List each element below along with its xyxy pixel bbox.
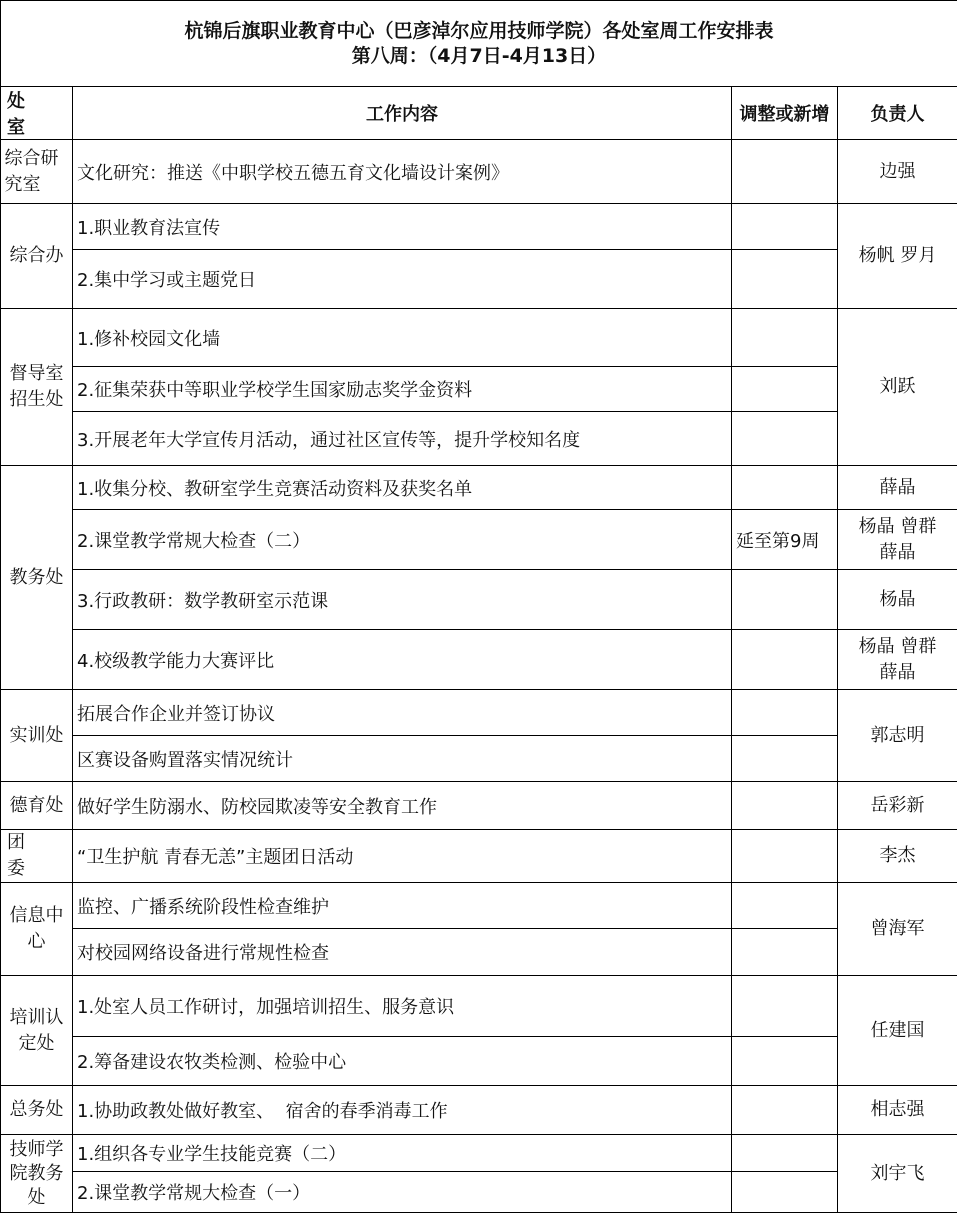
adjust-cell: 延至第9周 bbox=[732, 510, 838, 570]
table-row bbox=[1, 250, 957, 309]
column-header-adjust: 调整或新增 bbox=[732, 87, 838, 140]
column-header-content: 工作内容 bbox=[73, 87, 732, 140]
owner-cell: 郭志明 bbox=[838, 690, 957, 782]
header-row bbox=[1, 87, 957, 140]
dept-label: 督导室招生处 bbox=[5, 361, 69, 413]
table-row bbox=[1, 367, 957, 412]
content-cell: 1.组织各专业学生技能竞赛（二） bbox=[73, 1135, 732, 1172]
adjust-cell bbox=[732, 883, 838, 929]
table-row bbox=[1, 140, 957, 204]
dept-cell bbox=[1, 309, 73, 466]
content-cell: 3.行政教研：数学教研室示范课 bbox=[73, 570, 732, 630]
adjust-cell bbox=[732, 309, 838, 367]
owner-cell: 边强 bbox=[838, 140, 957, 204]
table-row bbox=[1, 1172, 957, 1213]
adjust-cell bbox=[732, 140, 838, 204]
title-row bbox=[1, 1, 957, 87]
content-cell: 2.课堂教学常规大检查（一） bbox=[73, 1172, 732, 1213]
title-cell bbox=[1, 1, 957, 87]
table-row bbox=[1, 690, 957, 736]
dept-label: 技师学院教务处 bbox=[5, 1138, 69, 1210]
adjust-cell bbox=[732, 466, 838, 510]
owner-label: 杨晶 曾群 薛晶 bbox=[848, 634, 948, 686]
dept-cell: 教务处 bbox=[1, 466, 73, 690]
table-row bbox=[1, 570, 957, 630]
content-cell: 2.征集荣获中等职业学校学生国家励志奖学金资料 bbox=[73, 367, 732, 412]
adjust-cell bbox=[732, 1135, 838, 1172]
dept-cell bbox=[1, 140, 73, 204]
table-row bbox=[1, 883, 957, 929]
owner-cell: 岳彩新 bbox=[838, 782, 957, 830]
content-cell: 拓展合作企业并签订协议 bbox=[73, 690, 732, 736]
table-row bbox=[1, 510, 957, 570]
table-row bbox=[1, 976, 957, 1037]
column-header-dept: 处室 bbox=[1, 87, 73, 140]
owner-cell: 相志强 bbox=[838, 1086, 957, 1135]
content-cell: 1.协助政教处做好教室、 宿舍的春季消毒工作 bbox=[73, 1086, 732, 1135]
content-cell: 2.课堂教学常规大检查（二） bbox=[73, 510, 732, 570]
table-row bbox=[1, 830, 957, 883]
dept-cell: 实训处 bbox=[1, 690, 73, 782]
week-subtitle: 第八周：（4月7日-4月13日） bbox=[1, 44, 957, 69]
adjust-cell bbox=[732, 690, 838, 736]
adjust-cell bbox=[732, 929, 838, 976]
owner-cell: 曾海军 bbox=[838, 883, 957, 976]
adjust-cell bbox=[732, 736, 838, 782]
owner-cell bbox=[838, 630, 957, 690]
dept-label: 综合研究室 bbox=[5, 146, 69, 198]
table-row bbox=[1, 736, 957, 782]
dept-cell bbox=[1, 883, 73, 976]
owner-cell: 薛晶 bbox=[838, 466, 957, 510]
column-header-owner: 负责人 bbox=[838, 87, 957, 140]
adjust-cell bbox=[732, 367, 838, 412]
owner-cell: 杨帆 罗月 bbox=[838, 204, 957, 309]
table-row bbox=[1, 630, 957, 690]
owner-cell bbox=[838, 510, 957, 570]
table-row bbox=[1, 1086, 957, 1135]
content-cell: 2.筹备建设农牧类检测、检验中心 bbox=[73, 1037, 732, 1086]
owner-cell: 刘宇飞 bbox=[838, 1135, 957, 1213]
dept-cell: 德育处 bbox=[1, 782, 73, 830]
table-row bbox=[1, 1037, 957, 1086]
content-cell: 1.职业教育法宣传 bbox=[73, 204, 732, 250]
owner-cell: 李杰 bbox=[838, 830, 957, 883]
table-row bbox=[1, 309, 957, 367]
adjust-cell bbox=[732, 204, 838, 250]
content-cell: 对校园网络设备进行常规性检查 bbox=[73, 929, 732, 976]
dept-cell: 团委 bbox=[1, 830, 73, 883]
owner-cell: 任建国 bbox=[838, 976, 957, 1086]
adjust-cell bbox=[732, 830, 838, 883]
adjust-cell bbox=[732, 1086, 838, 1135]
owner-cell: 杨晶 bbox=[838, 570, 957, 630]
dept-cell: 综合办 bbox=[1, 204, 73, 309]
content-cell: 监控、广播系统阶段性检查维护 bbox=[73, 883, 732, 929]
content-cell: 2.集中学习或主题党日 bbox=[73, 250, 732, 309]
adjust-cell bbox=[732, 976, 838, 1037]
content-cell: 4.校级教学能力大赛评比 bbox=[73, 630, 732, 690]
content-cell: 1.处室人员工作研讨，加强培训招生、服务意识 bbox=[73, 976, 732, 1037]
table-row bbox=[1, 1135, 957, 1172]
owner-cell: 刘跃 bbox=[838, 309, 957, 466]
dept-label: 培训认定处 bbox=[5, 1005, 69, 1057]
adjust-cell bbox=[732, 1037, 838, 1086]
dept-cell: 总务处 bbox=[1, 1086, 73, 1135]
table-row bbox=[1, 204, 957, 250]
adjust-cell bbox=[732, 250, 838, 309]
page-title: 杭锦后旗职业教育中心（巴彦淖尔应用技师学院）各处室周工作安排表 bbox=[1, 19, 957, 44]
adjust-cell bbox=[732, 1172, 838, 1213]
table-row bbox=[1, 466, 957, 510]
dept-cell bbox=[1, 1135, 73, 1213]
content-cell: 做好学生防溺水、防校园欺凌等安全教育工作 bbox=[73, 782, 732, 830]
dept-label: 信息中心 bbox=[5, 903, 69, 955]
content-cell: “卫生护航 青春无恙”主题团日活动 bbox=[73, 830, 732, 883]
table-row bbox=[1, 412, 957, 466]
content-cell: 区赛设备购置落实情况统计 bbox=[73, 736, 732, 782]
adjust-cell bbox=[732, 782, 838, 830]
content-cell: 文化研究：推送《中职学校五德五育文化墙设计案例》 bbox=[73, 140, 732, 204]
table-row bbox=[1, 929, 957, 976]
content-cell: 1.修补校园文化墙 bbox=[73, 309, 732, 367]
content-cell: 1.收集分校、教研室学生竞赛活动资料及获奖名单 bbox=[73, 466, 732, 510]
adjust-cell bbox=[732, 630, 838, 690]
content-cell: 3.开展老年大学宣传月活动，通过社区宣传等，提升学校知名度 bbox=[73, 412, 732, 466]
owner-label: 杨晶 曾群 薛晶 bbox=[848, 514, 948, 566]
adjust-cell bbox=[732, 570, 838, 630]
adjust-cell bbox=[732, 412, 838, 466]
table-row bbox=[1, 782, 957, 830]
dept-cell bbox=[1, 976, 73, 1086]
